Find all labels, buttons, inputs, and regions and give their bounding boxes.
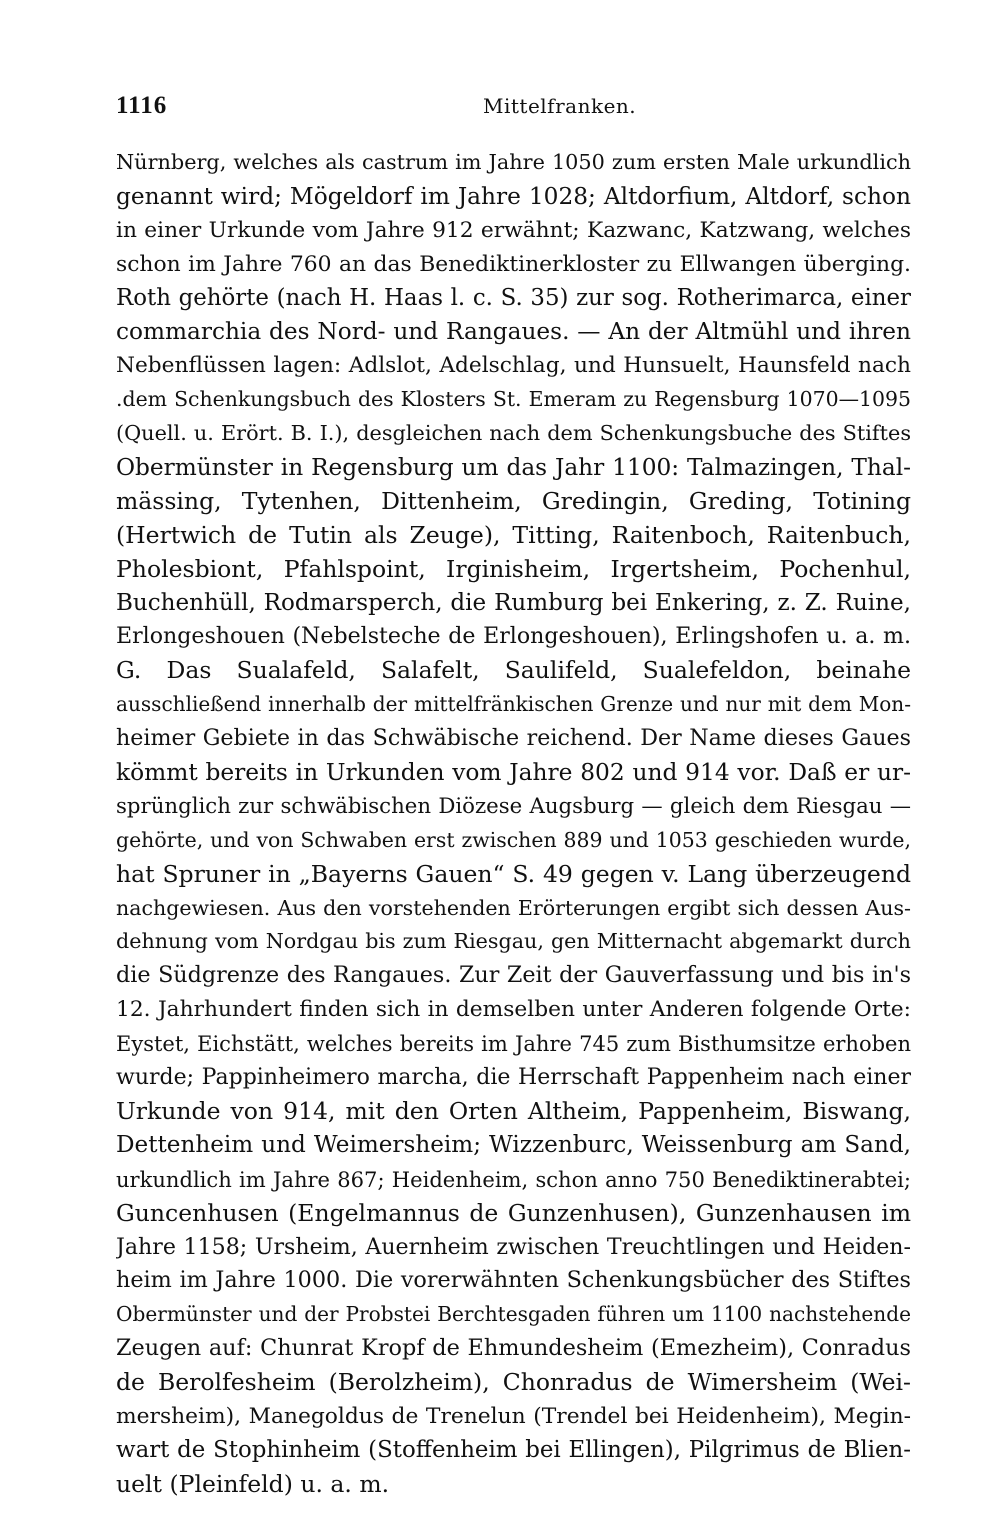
text-line: Urkunde von 914, mit den Orten Altheim, Pappenheim, Biswang, xyxy=(116,1096,911,1125)
text-line: (Quell. u. Erört. B. I.), desgleichen nach dem Schenkungsbuche des Stiftes xyxy=(116,421,911,446)
text-line: mersheim), Manegoldus de Trenelun (Trendel bei Heidenheim), Megin- xyxy=(116,1403,911,1429)
text-line: Buchenhüll, Rodmarsperch, die Rumburg bei Enkering, z. Z. Ruine, xyxy=(116,589,911,616)
body-text xyxy=(116,146,911,1502)
text-line: Erlongeshouen (Nebelsteche de Erlongeshouen), Erlingshofen u. a. m. xyxy=(116,623,911,650)
text-line: genannt wird; Mögeldorf im Jahre 1028; Altdorfium, Altdorf, schon xyxy=(116,182,911,210)
text-line: .dem Schenkungsbuch des Klosters St. Emeram zu Regensburg 1070—1095 xyxy=(116,387,911,412)
text-line: Dettenheim und Weimersheim; Wizzenburc, Weissenburg am Sand, xyxy=(116,1131,911,1158)
text-line: uelt (Pleinfeld) u. a. m. xyxy=(116,1469,390,1498)
running-head: Mittelfranken. xyxy=(483,94,637,118)
page-number: 1116 xyxy=(116,92,168,119)
text-line: G. Das Sualafeld, Salafelt, Saulifeld, Sualefeldon, beinahe xyxy=(116,656,911,685)
text-line: Obermünster in Regensburg um das Jahr 1100: Talmazingen, Thal- xyxy=(116,454,911,482)
text-line: commarchia des Nord- und Rangaues. — An der Altmühl und ihren xyxy=(116,318,911,346)
text-line: de Berolfesheim (Berolzheim), Chonradus de Wimersheim (Wei- xyxy=(116,1368,911,1397)
text-line: Zeugen auf: Chunrat Kropf de Ehmundesheim (Emezheim), Conradus xyxy=(116,1335,911,1362)
text-line: Guncenhusen (Engelmannus de Gunzenhusen), Gunzenhausen im xyxy=(116,1198,911,1227)
text-line: heimer Gebiete in das Schwäbische reichend. Der Name dieses Gaues xyxy=(116,725,911,752)
text-line: Obermünster und der Probstei Berchtesgaden führen um 1100 nachstehende xyxy=(116,1302,911,1327)
text-line: Roth gehörte (nach H. Haas l. c. S. 35) zur sog. Rotherimarca, einer xyxy=(116,284,911,311)
text-line: kömmt bereits in Urkunden vom Jahre 802 und 914 vor. Daß er ur- xyxy=(116,759,911,787)
text-line: Nebenflüssen lagen: Adlslot, Adelschlag, und Hunsuelt, Haunsfeld nach xyxy=(116,353,911,379)
text-line: (Hertwich de Tutin als Zeuge), Titting, Raitenboch, Raitenbuch, xyxy=(116,520,911,549)
text-line: schon im Jahre 760 an das Benediktinerkloster zu Ellwangen überging. xyxy=(116,251,911,277)
text-line: dehnung vom Nordgau bis zum Riesgau, gen Mitternacht abgemarkt durch xyxy=(116,929,911,954)
page-header xyxy=(116,92,911,128)
text-line: die Südgrenze des Rangaues. Zur Zeit der Gauverfassung und bis in's xyxy=(116,962,911,989)
text-line: Jahre 1158; Ursheim, Auernheim zwischen Treuchtlingen und Heiden- xyxy=(116,1233,911,1260)
text-line: in einer Urkunde vom Jahre 912 erwähnt; Kazwanc, Katzwang, welches xyxy=(116,217,911,243)
text-line: ausschließend innerhalb der mittelfränkischen Grenze und nur mit dem Mon- xyxy=(116,692,911,717)
text-line: nachgewiesen. Aus den vorstehenden Erörterungen ergibt sich dessen Aus- xyxy=(116,895,911,920)
text-line: urkundlich im Jahre 867; Heidenheim, schon anno 750 Benediktinerabtei; xyxy=(116,1166,911,1192)
text-line: hat Spruner in „Bayerns Gauen“ S. 49 gegen v. Lang überzeugend xyxy=(116,859,911,888)
text-line: 12. Jahrhundert finden sich in demselben unter Anderen folgende Orte: xyxy=(116,997,911,1023)
text-line: Pholesbiont, Pfahlspoint, Irginisheim, Irgertsheim, Pochenhul, xyxy=(116,554,911,583)
text-line: gehörte, und von Schwaben erst zwischen 889 und 1053 geschieden wurde, xyxy=(116,827,911,852)
text-line: heim im Jahre 1000. Die vorerwähnten Schenkungsbücher des Stiftes xyxy=(116,1267,911,1294)
text-line: wart de Stophinheim (Stoffenheim bei Ellingen), Pilgrimus de Blien- xyxy=(116,1436,911,1463)
text-line: Nürnberg, welches als castrum im Jahre 1050 zum ersten Male urkundlich xyxy=(116,150,911,174)
text-line: sprünglich zur schwäbischen Diözese Augsburg — gleich dem Riesgau — xyxy=(116,793,911,819)
text-line: Eystet, Eichstätt, welches bereits im Jahre 745 zum Bisthumsitze erhoben xyxy=(116,1031,911,1057)
text-line: mässing, Tytenhen, Dittenheim, Gredingin, Greding, Totining xyxy=(116,486,911,515)
text-line: wurde; Pappinheimero marcha, die Herrschaft Pappenheim nach einer xyxy=(116,1065,911,1091)
